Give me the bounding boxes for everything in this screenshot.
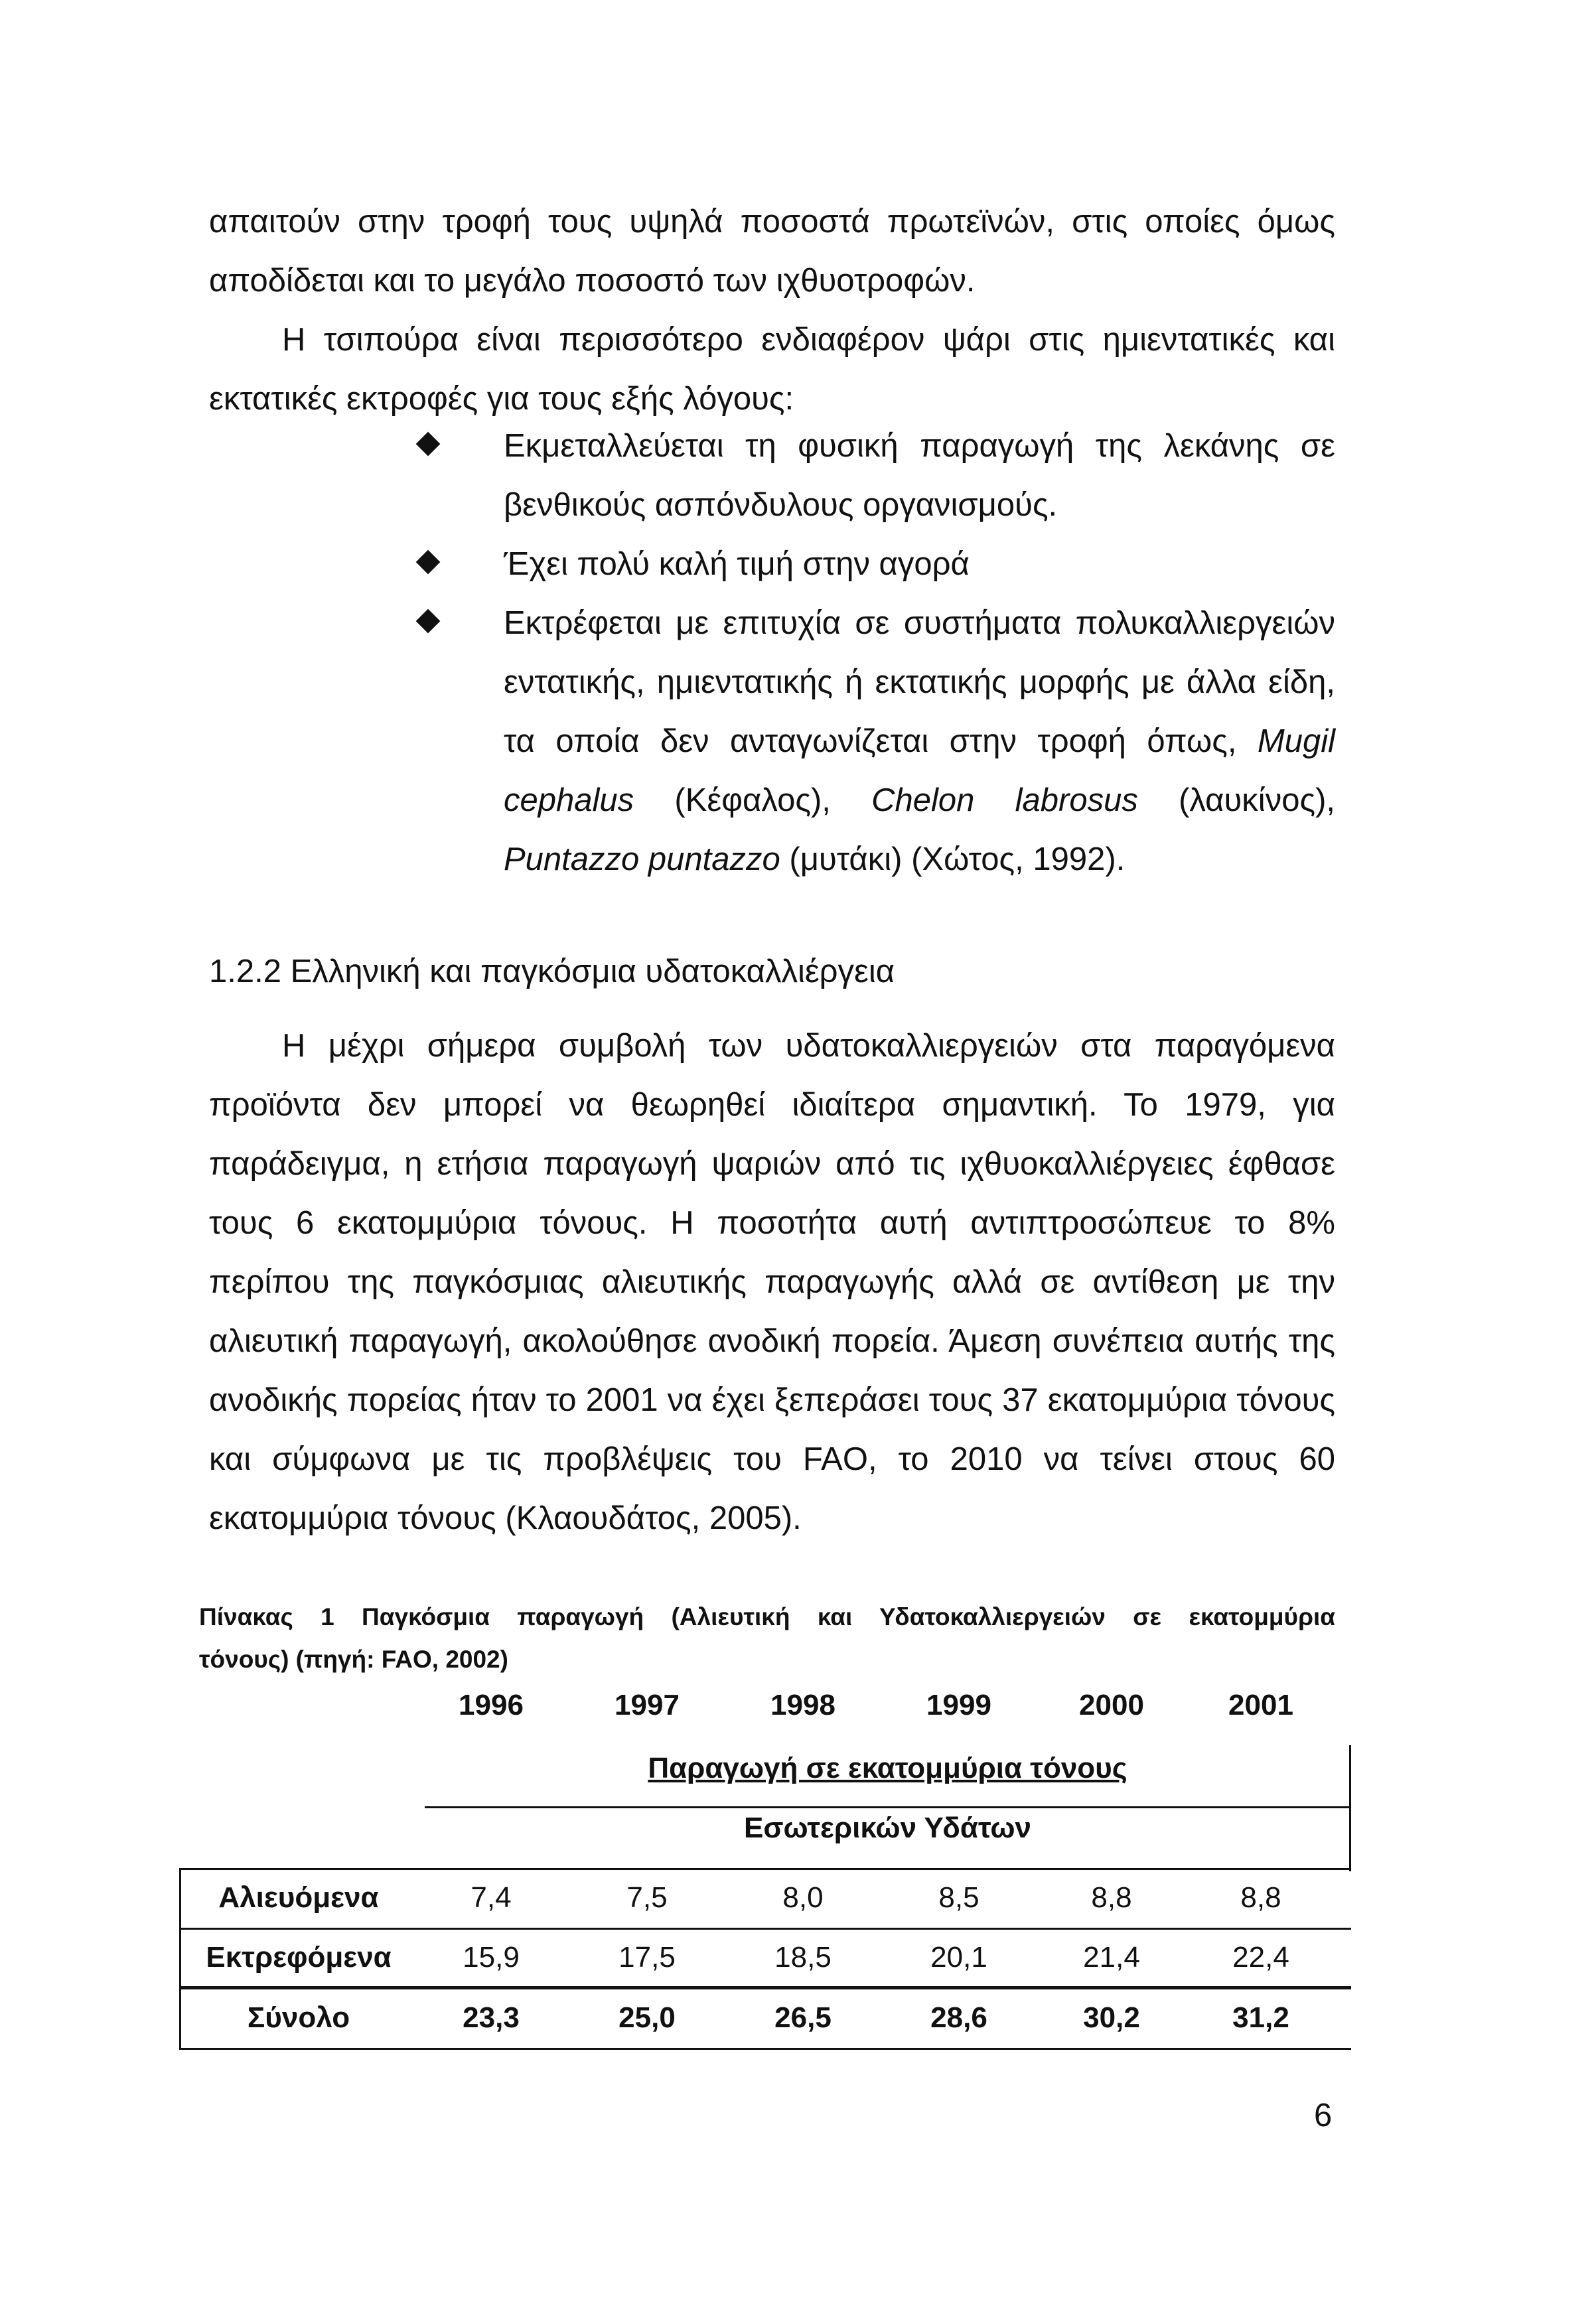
species-name: Puntazzo puntazzo bbox=[504, 841, 780, 877]
table-cell: 8,0 bbox=[782, 1881, 824, 1914]
bullet-item-2 bbox=[451, 535, 1335, 594]
row-label: Αλιευόμενα bbox=[218, 1881, 379, 1914]
bullet-item-3 bbox=[451, 594, 1335, 889]
species-name: Mugil bbox=[1257, 723, 1335, 759]
year-header: 1998 bbox=[770, 1689, 835, 1721]
text-line: εκατομμύρια τόνους (Κλαουδάτος, 2005). bbox=[209, 1500, 802, 1536]
text-segment: (μυτάκι) (Χώτος, 1992). bbox=[789, 841, 1125, 877]
text-line: Η τσιπούρα είναι περισσότερο ενδιαφέρον ψάρι στις ημιεντατικές και bbox=[282, 322, 1335, 358]
caption-line: Πίνακας 1 Παγκόσμια παραγωγή (Αλιευτική και Υδατοκαλλιεργειών σε εκατομμύρια bbox=[199, 1603, 1335, 1630]
table-cell: 31,2 bbox=[1232, 2001, 1289, 2034]
text-line: Εκτρέφεται με επιτυχία σε συστήματα πολυκαλλιεργειών bbox=[504, 605, 1335, 641]
table-header-sub: Εσωτερικών Υδάτων bbox=[744, 1812, 1031, 1844]
table-cell: 15,9 bbox=[463, 1941, 520, 1974]
section-heading: 1.2.2 Ελληνική και παγκόσμια υδατοκαλλιέργεια bbox=[209, 954, 895, 989]
text-line: Έχει πολύ καλή τιμή στην αγορά bbox=[504, 546, 970, 582]
row-label: Σύνολο bbox=[247, 2001, 350, 2034]
text-line bbox=[504, 771, 1335, 830]
species-name: cephalus bbox=[504, 782, 634, 818]
intro-paragraph bbox=[209, 192, 1335, 429]
year-header: 2000 bbox=[1079, 1689, 1144, 1721]
year-header: 2001 bbox=[1228, 1689, 1293, 1721]
table-cell: 17,5 bbox=[618, 1941, 676, 1974]
table-row bbox=[179, 1928, 1351, 1989]
text-line: αλιευτική παραγωγή, ακολούθησε ανοδική πορεία. Άμεση συνέπεια αυτής της bbox=[209, 1323, 1335, 1359]
table-cell: 22,4 bbox=[1232, 1941, 1289, 1974]
text-segment: τα οποία δεν ανταγωνίζεται στην τροφή όπως, bbox=[504, 723, 1237, 759]
text-line: εντατικής, ημιεντατικής ή εκτατικής μορφής με άλλα είδη, bbox=[504, 664, 1335, 700]
text-line bbox=[504, 712, 1335, 771]
table-cell: 8,5 bbox=[938, 1881, 979, 1914]
section-paragraph bbox=[209, 1017, 1335, 1548]
bullet-item-1 bbox=[451, 417, 1335, 535]
text-line: και σύμφωνα με τις προβλέψεις του FAO, το 2010 να τείνει στους 60 bbox=[209, 1441, 1335, 1477]
table-cell: 28,6 bbox=[930, 2001, 987, 2034]
text-line: παράδειγμα, η ετήσια παραγωγή ψαριών από τις ιχθυοκαλλιέργειες έφθασε bbox=[209, 1146, 1335, 1182]
table-cell: 23,3 bbox=[463, 2001, 520, 2034]
text-line: προϊόντα δεν μπορεί να θεωρηθεί ιδιαίτερα σημαντική. Το 1979, για bbox=[209, 1087, 1335, 1123]
year-header: 1999 bbox=[926, 1689, 991, 1721]
year-header: 1996 bbox=[459, 1689, 524, 1721]
table-row bbox=[179, 1868, 1351, 1930]
row-label: Εκτρεφόμενα bbox=[206, 1941, 392, 1974]
caption-line: τόνους) (πηγή: FAO, 2002) bbox=[199, 1646, 508, 1673]
text-segment: (λαυκίνος), bbox=[1179, 782, 1335, 818]
text-line: ανοδικής πορείας ήταν το 2001 να έχει ξεπεράσει τους 37 εκατομμύρια τόνους bbox=[209, 1382, 1335, 1418]
table-cell: 7,5 bbox=[626, 1881, 668, 1914]
species-name: labrosus bbox=[1015, 782, 1138, 818]
text-segment: (Κέφαλος), bbox=[674, 782, 831, 818]
table-cell: 18,5 bbox=[774, 1941, 832, 1974]
text-line: περίπου της παγκόσμιας αλιευτικής παραγωγής αλλά σε αντίθεση με την bbox=[209, 1264, 1335, 1300]
text-line: εκτατικές εκτροφές για τους εξής λόγους: bbox=[209, 381, 794, 417]
table-cell: 8,8 bbox=[1240, 1881, 1281, 1914]
text-line bbox=[504, 830, 1335, 889]
table-cell: 20,1 bbox=[930, 1941, 987, 1974]
table-cell: 8,8 bbox=[1091, 1881, 1132, 1914]
text-line: τους 6 εκατομμύρια τόνους. Η ποσοτήτα αυτή αντιπτροσώπευε το 8% bbox=[209, 1205, 1335, 1241]
year-header: 1997 bbox=[615, 1689, 680, 1721]
table-cell: 7,4 bbox=[471, 1881, 512, 1914]
table-cell: 26,5 bbox=[774, 2001, 832, 2034]
text-line: απαιτούν στην τροφή τους υψηλά ποσοστά πρωτεϊνών, στις οποίες όμως bbox=[209, 204, 1335, 240]
text-line: αποδίδεται και το μεγάλο ποσοστό των ιχθυοτροφών. bbox=[209, 263, 976, 299]
table-cell: 21,4 bbox=[1083, 1941, 1140, 1974]
page-number: 6 bbox=[1314, 2098, 1333, 2133]
table-caption bbox=[199, 1587, 1335, 1673]
table-rule bbox=[425, 1806, 1350, 1808]
text-line: Η μέχρι σήμερα συμβολή των υδατοκαλλιεργειών στα παραγόμενα bbox=[282, 1028, 1335, 1064]
table-cell: 30,2 bbox=[1083, 2001, 1140, 2034]
text-line: Εκμεταλλεύεται τη φυσική παραγωγή της λεκάνης σε bbox=[504, 428, 1335, 464]
table-header-main: Παραγωγή σε εκατομμύρια τόνους bbox=[648, 1752, 1127, 1784]
text-line: βενθικούς ασπόνδυλους οργανισμούς. bbox=[504, 487, 1058, 523]
species-name: Chelon bbox=[871, 782, 975, 818]
table-row-total bbox=[179, 1986, 1351, 2050]
table-cell: 25,0 bbox=[618, 2001, 676, 2034]
